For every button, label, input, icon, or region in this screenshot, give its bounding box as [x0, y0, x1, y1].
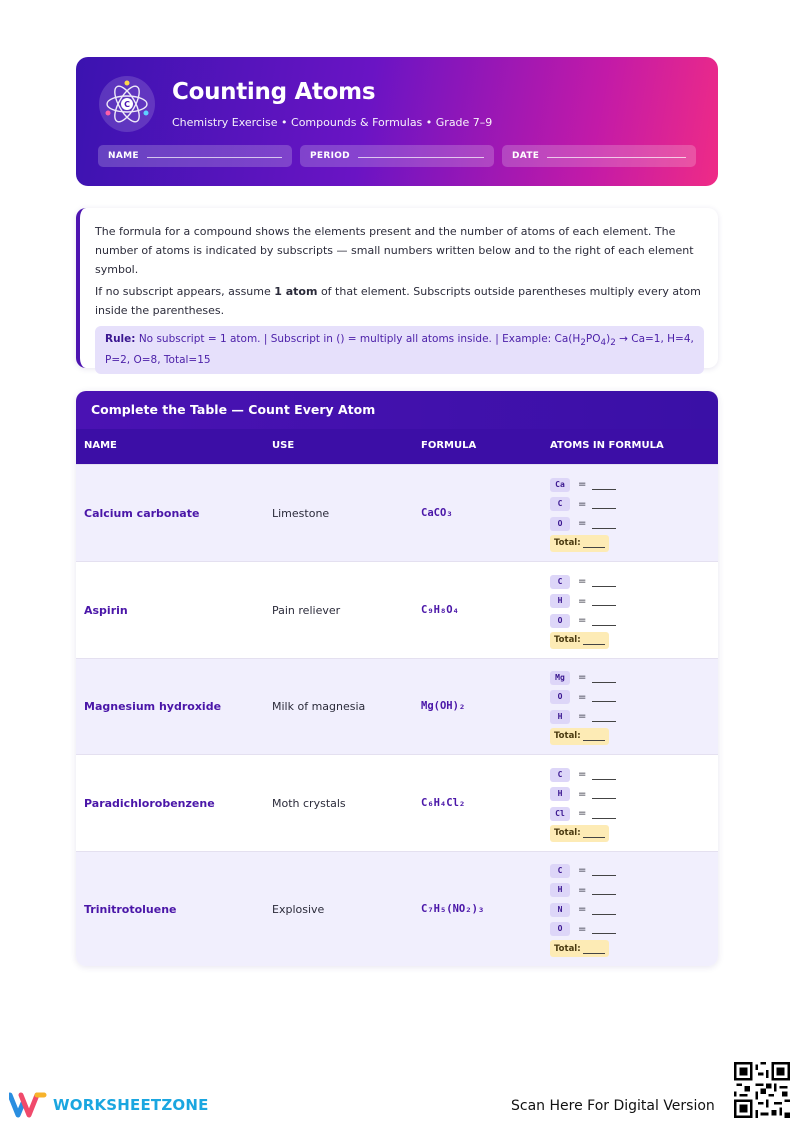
compound-use: Milk of magnesia: [272, 700, 366, 713]
element-symbol: H: [550, 710, 570, 724]
atom-count-group: [550, 572, 616, 650]
element-symbol: O: [550, 690, 570, 704]
compound-name: Aspirin: [84, 604, 128, 617]
compound-use: Limestone: [272, 507, 330, 520]
answer-blank[interactable]: [592, 616, 616, 626]
atom-line: [550, 861, 616, 881]
total-box: [550, 825, 609, 842]
brand-name: WORKSHEETZONE: [53, 1096, 209, 1114]
table-row: [76, 658, 718, 754]
atom-line: [550, 514, 616, 534]
atom-line: [550, 804, 616, 824]
total-line: [550, 939, 616, 959]
scan-text: Scan Here For Digital Version: [511, 1098, 715, 1114]
rule-box: Rule: No subscript = 1 atom. | Subscript in () = multiply all atoms inside. | Example: $Ca(H_2PO_4)_2 \to Ca=1$, H=4, P=2, O=8, Total=15: [95, 326, 704, 374]
name-field[interactable]: [98, 145, 292, 167]
answer-blank[interactable]: [592, 770, 616, 780]
total-label: Total:: [554, 635, 581, 646]
equals-sign: =: [578, 615, 587, 627]
total-label: Total:: [554, 828, 581, 839]
compound-formula: C₇H₅(NO₂)₃: [421, 903, 485, 915]
answer-blank[interactable]: [592, 692, 616, 702]
answer-blank[interactable]: [592, 885, 616, 895]
element-symbol: H: [550, 883, 570, 897]
equals-sign: =: [578, 576, 587, 588]
atoms-table: [76, 391, 718, 966]
total-label: Total:: [554, 943, 581, 954]
element-symbol: Mg: [550, 671, 570, 685]
atom-count-group: [550, 861, 616, 959]
element-symbol: O: [550, 517, 570, 531]
col-header-use: USE: [272, 440, 295, 451]
compound-use: Explosive: [272, 903, 325, 916]
atom-line: [550, 572, 616, 592]
name-field-label: NAME: [108, 151, 139, 161]
date-field-label: DATE: [512, 151, 540, 161]
atom-icon: [98, 75, 156, 133]
atom-line: [550, 475, 616, 495]
element-symbol: N: [550, 903, 570, 917]
equals-sign: =: [578, 672, 587, 684]
equals-sign: =: [578, 769, 587, 781]
total-box: [550, 940, 609, 957]
col-header-atoms: ATOMS IN FORMULA: [550, 440, 664, 451]
atom-line: [550, 592, 616, 612]
element-symbol: O: [550, 922, 570, 936]
total-box: [550, 728, 609, 745]
table-body: [76, 464, 718, 966]
page-title: Counting Atoms: [172, 79, 376, 105]
equals-sign: =: [578, 808, 587, 820]
total-blank[interactable]: [583, 635, 605, 645]
answer-blank[interactable]: [592, 577, 616, 587]
total-label: Total:: [554, 731, 581, 742]
total-blank[interactable]: [583, 944, 605, 954]
period-field-label: PERIOD: [310, 151, 350, 161]
col-header-formula: FORMULA: [421, 440, 477, 451]
period-field[interactable]: [300, 145, 494, 167]
table-row: [76, 561, 718, 658]
element-symbol: C: [550, 768, 570, 782]
answer-blank[interactable]: [592, 596, 616, 606]
answer-blank[interactable]: [592, 789, 616, 799]
atom-line: [550, 688, 616, 708]
compound-name: Magnesium hydroxide: [84, 700, 222, 713]
equals-sign: =: [578, 691, 587, 703]
period-field-line: [358, 157, 484, 158]
answer-blank[interactable]: [592, 480, 616, 490]
compound-name: Calcium carbonate: [84, 507, 200, 520]
intro-paragraph-1: The formula for a compound shows the elements present and the number of atoms of each element. The number of atoms is indicated by subscripts — small numbers written below and to the right of each element symbol.: [95, 225, 694, 276]
answer-blank[interactable]: [592, 499, 616, 509]
compound-formula: CaCO₃: [421, 507, 453, 519]
answer-blank[interactable]: [592, 712, 616, 722]
atom-line: [550, 900, 616, 920]
table-header: [76, 429, 718, 464]
rule-label: Rule:: [105, 333, 136, 345]
total-box: [550, 535, 609, 552]
equals-sign: =: [578, 788, 587, 800]
element-symbol: H: [550, 594, 570, 608]
atom-line: [550, 668, 616, 688]
answer-blank[interactable]: [592, 866, 616, 876]
atom-count-group: [550, 475, 616, 553]
brand-logo: [9, 1091, 209, 1119]
answer-blank[interactable]: [592, 519, 616, 529]
table-row: [76, 464, 718, 561]
equals-sign: =: [578, 884, 587, 896]
intro-card: [76, 208, 718, 368]
table-row: [76, 851, 718, 966]
atom-count-group: [550, 668, 616, 746]
compound-formula: C₆H₄Cl₂: [421, 797, 466, 809]
date-field[interactable]: [502, 145, 696, 167]
atom-line: [550, 707, 616, 727]
svg-text:C: C: [124, 100, 130, 109]
total-blank[interactable]: [583, 538, 605, 548]
equals-sign: =: [578, 498, 587, 510]
atom-line: [550, 881, 616, 901]
compound-use: Pain reliever: [272, 604, 341, 617]
equals-sign: =: [578, 479, 587, 491]
compound-formula: C₉H₈O₄: [421, 604, 459, 616]
answer-blank[interactable]: [592, 905, 616, 915]
element-symbol: C: [550, 497, 570, 511]
total-line: [550, 631, 616, 651]
answer-blank[interactable]: [592, 673, 616, 683]
page-subtitle: Chemistry Exercise • Compounds & Formulas • Grade 7–9: [172, 116, 493, 129]
equals-sign: =: [578, 865, 587, 877]
atom-line: [550, 611, 616, 631]
compound-name: Trinitrotoluene: [84, 903, 177, 916]
compound-name: Paradichlorobenzene: [84, 797, 215, 810]
element-symbol: Cl: [550, 807, 570, 821]
equals-sign: =: [578, 595, 587, 607]
equals-sign: =: [578, 904, 587, 916]
name-field-line: [147, 157, 282, 158]
element-symbol: C: [550, 575, 570, 589]
brand-icon: [9, 1091, 47, 1119]
atom-line: [550, 765, 616, 785]
qr-code-icon[interactable]: [734, 1062, 790, 1118]
equals-sign: =: [578, 711, 587, 723]
total-label: Total:: [554, 538, 581, 549]
header-banner: [76, 57, 718, 186]
answer-blank[interactable]: [592, 924, 616, 934]
col-header-name: NAME: [84, 440, 117, 451]
total-line: [550, 727, 616, 747]
element-symbol: Ca: [550, 478, 570, 492]
equals-sign: =: [578, 518, 587, 530]
compound-formula: Mg(OH)₂: [421, 700, 466, 712]
intro-bold: 1 atom: [274, 285, 318, 298]
equals-sign: =: [578, 923, 587, 935]
answer-blank[interactable]: [592, 809, 616, 819]
atom-count-group: [550, 765, 616, 843]
date-field-line: [547, 157, 686, 158]
total-box: [550, 632, 609, 649]
intro-paragraph-2: If no subscript appears, assume 1 atom of that element. Subscripts outside parentheses multiply every atom inside the parentheses.: [95, 285, 701, 317]
total-blank[interactable]: [583, 731, 605, 741]
table-title: Complete the Table — Count Every Atom: [76, 391, 718, 429]
element-symbol: C: [550, 864, 570, 878]
atom-line: [550, 785, 616, 805]
total-line: [550, 534, 616, 554]
total-line: [550, 824, 616, 844]
table-row: [76, 754, 718, 851]
atom-line: [550, 495, 616, 515]
element-symbol: H: [550, 787, 570, 801]
compound-use: Moth crystals: [272, 797, 346, 810]
atom-line: [550, 920, 616, 940]
element-symbol: O: [550, 614, 570, 628]
total-blank[interactable]: [583, 828, 605, 838]
